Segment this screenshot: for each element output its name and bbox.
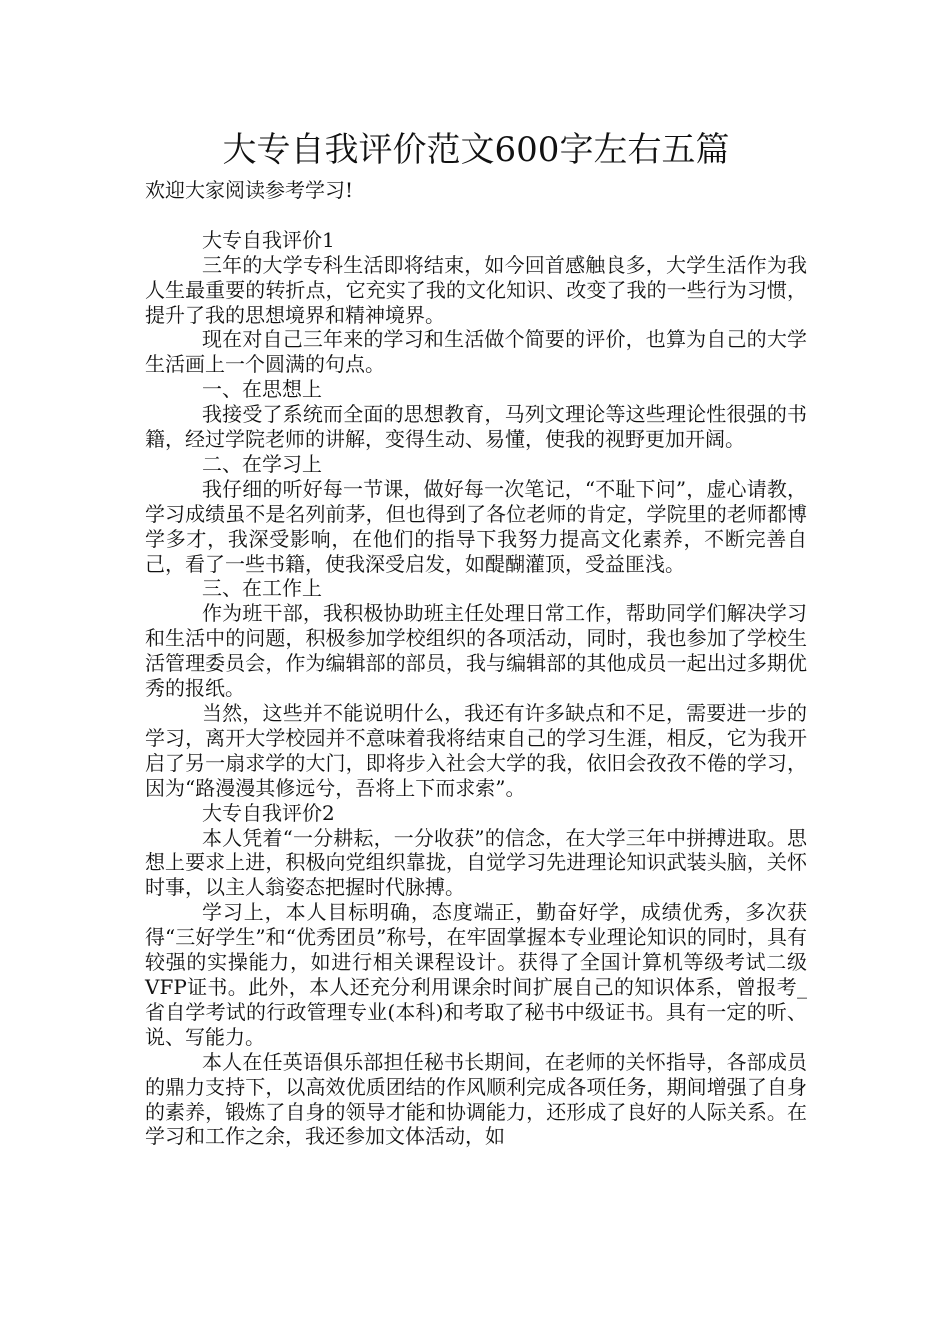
section-heading: 大专自我评价2 <box>202 800 335 825</box>
section-heading: 二、在学习上 <box>202 451 322 476</box>
paragraph: 作为班干部，我积极协助班主任处理日常工作，帮助同学们解决学习和生活中的问题，积极参加学校组织的各项活动，同时，我也参加了学校生活管理委员会，作为编辑部的部员，我与编辑部的其他成员一起出过多期优秀的报纸。 <box>145 601 807 701</box>
section-heading: 三、在工作上 <box>202 576 322 601</box>
document-title: 大专自我评价范文600字左右五篇 <box>222 130 730 170</box>
paragraph: 我接受了系统而全面的思想教育，马列文理论等这些理论性很强的书籍，经过学院老师的讲解，变得生动、易懂，使我的视野更加开阔。 <box>145 402 807 452</box>
paragraph: 三年的大学专科生活即将结束，如今回首感触良多，大学生活作为我人生最重要的转折点，它充实了我的文化知识、改变了我的一些行为习惯，提升了我的思想境界和精神境界。 <box>145 252 807 327</box>
section-heading: 一、在思想上 <box>202 377 322 402</box>
paragraph: 学习上，本人目标明确，态度端正，勤奋好学，成绩优秀，多次获得“三好学生”和“优秀团员”称号，在牢固掌握本专业理论知识的同时，具有较强的实操能力，如进行相关课程设计。获得了全国计算机等级考试二级VFP证书。此外，本人还充分利用课余时间扩展自己的知识体系，曾报考_省自学考试的行政管理专业(本科)和考取了秘书中级证书。具有一定的听、说、写能力。 <box>145 900 807 1049</box>
paragraph: 本人凭着“一分耕耘，一分收获”的信念，在大学三年中拼搏进取。思想上要求上进，积极向党组织靠拢，自觉学习先进理论知识武装头脑，关怀时事，以主人翁姿态把握时代脉搏。 <box>145 825 807 900</box>
paragraph: 我仔细的听好每一节课，做好每一次笔记，“不耻下问”，虚心请教，学习成绩虽不是名列前茅，但也得到了各位老师的肯定，学院里的老师都博学多才，我深受影响，在他们的指导下我努力提高文化素养，不断完善自己，看了一些书籍，使我深受启发，如醍醐灌顶，受益匪浅。 <box>145 476 807 576</box>
paragraph: 现在对自己三年来的学习和生活做个简要的评价，也算为自己的大学生活画上一个圆满的句点。 <box>145 327 807 377</box>
document-body <box>145 178 807 1149</box>
intro-line: 欢迎大家阅读参考学习! <box>145 178 354 202</box>
section-heading: 大专自我评价1 <box>202 227 335 252</box>
paragraph: 本人在任英语俱乐部担任秘书长期间，在老师的关怀指导，各部成员的鼎力支持下，以高效优质团结的作风顺利完成各项任务，期间增强了自身的素养，锻炼了自身的领导才能和协调能力，还形成了良好的人际关系。在学习和工作之余，我还参加文体活动，如 <box>145 1049 807 1149</box>
paragraph: 当然，这些并不能说明什么，我还有许多缺点和不足，需要进一步的学习，离开大学校园并不意味着我将结束自己的学习生涯，相反，它为我开启了另一扇求学的大门，即将步入社会大学的我，依旧会孜孜不倦的学习，因为“路漫漫其修远兮，吾将上下而求索”。 <box>145 701 807 800</box>
